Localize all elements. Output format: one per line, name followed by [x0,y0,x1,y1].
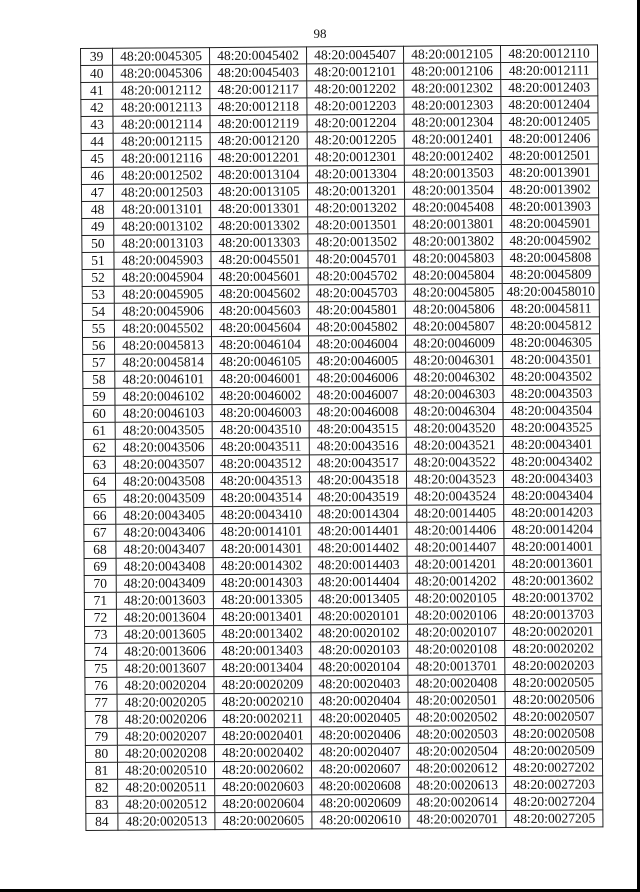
row-number: 56 [83,337,115,354]
cadastral-code-cell: 48:20:0013605 [117,626,214,644]
cadastral-code-cell: 48:20:0045809 [502,266,599,284]
row-number: 67 [84,524,116,541]
cadastral-code-cell: 48:20:0043520 [406,420,503,438]
row-number: 52 [82,269,114,286]
cadastral-code-cell: 48:20:0013202 [308,199,405,217]
cadastral-code-cell: 48:20:0013902 [501,181,598,199]
cadastral-code-cell: 48:20:0045805 [405,284,502,302]
cadastral-code-cell: 48:20:0020505 [505,674,602,692]
cadastral-code-cell: 48:20:0043515 [309,420,406,438]
cadastral-code-cell: 48:20:0045306 [113,65,210,83]
cadastral-code-cell: 48:20:0013501 [308,216,405,234]
cadastral-code-cell: 48:20:0014403 [310,556,407,574]
cadastral-code-cell: 48:20:0020510 [117,762,214,780]
cadastral-code-cell: 48:20:0012105 [403,46,500,64]
cadastral-code-cell: 48:20:0012110 [500,45,597,63]
cadastral-code-cell: 48:20:0045408 [405,199,502,217]
cadastral-code-cell: 48:20:0012203 [307,97,404,115]
cadastral-code-cell: 48:20:0045813 [115,337,212,355]
row-number: 46 [81,167,113,184]
cadastral-code-cell: 48:20:0043410 [213,506,310,524]
cadastral-code-cell: 48:20:0014402 [310,539,407,557]
row-number: 57 [83,354,115,371]
cadastral-code-cell: 48:20:0012114 [113,116,210,134]
cadastral-code-cell: 48:20:0020501 [408,692,505,710]
cadastral-code-cell: 48:20:0045801 [308,301,405,319]
cadastral-code-cell: 48:20:0013601 [504,555,601,573]
cadastral-code-cell: 48:20:0020208 [117,745,214,763]
cadastral-code-cell: 48:20:0046006 [309,369,406,387]
cadastral-code-cell: 48:20:0020401 [214,727,311,745]
cadastral-code-cell: 48:20:0043525 [503,419,600,437]
cadastral-code-cell: 48:20:0012116 [113,150,210,168]
row-number: 55 [82,320,114,337]
cadastral-code-cell: 48:20:0020406 [311,726,408,744]
cadastral-code-cell: 48:20:0020613 [409,777,506,795]
cadastral-code-cell: 48:20:0046305 [503,334,600,352]
cadastral-code-cell: 48:20:0046002 [212,387,309,405]
cadastral-code-cell: 48:20:0043408 [116,558,213,576]
cadastral-code-cell: 48:20:0020605 [215,812,312,830]
cadastral-code-cell: 48:20:0012113 [113,99,210,117]
cadastral-code-cell: 48:20:0043518 [309,471,406,489]
cadastral-code-cell: 48:20:0013103 [114,235,211,253]
row-number: 61 [83,422,115,439]
cadastral-code-cell: 48:20:0045812 [502,317,599,335]
cadastral-code-cell: 48:20:0020108 [408,641,505,659]
cadastral-code-cell: 48:20:0013504 [404,182,501,200]
cadastral-code-cell: 48:20:0014405 [407,505,504,523]
cadastral-code-cell: 48:20:0013303 [211,234,308,252]
cadastral-code-cell: 48:20:0013503 [404,165,501,183]
cadastral-code-cell: 48:20:0027202 [505,759,602,777]
cadastral-code-cell: 48:20:0013104 [210,166,307,184]
cadastral-code-cell: 48:20:0012204 [307,114,404,132]
cadastral-code-cell: 48:20:0013606 [117,643,214,661]
cadastral-code-cell: 48:20:0027203 [506,776,603,794]
cadastral-code-cell: 48:20:0020511 [118,779,215,797]
cadastral-code-cell: 48:20:0012501 [501,147,598,165]
row-number: 43 [81,116,113,133]
cadastral-code-cell: 48:20:0020607 [311,760,408,778]
cadastral-code-cell: 48:20:0046007 [309,386,406,404]
cadastral-code-cell: 48:20:0020104 [311,658,408,676]
cadastral-code-cell: 48:20:0020512 [118,796,215,814]
cadastral-code-cell: 48:20:0020603 [215,778,312,796]
cadastral-code-cell: 48:20:0012111 [501,62,598,80]
cadastral-code-cell: 48:20:0020211 [214,710,311,728]
row-number: 50 [82,235,114,252]
cadastral-code-cell: 48:20:0043402 [503,453,600,471]
cadastral-code-cell: 48:20:0012302 [404,80,501,98]
cadastral-code-cell: 48:20:0043506 [115,439,212,457]
cadastral-code-cell: 48:20:0020405 [311,709,408,727]
row-number: 81 [85,762,117,779]
cadastral-code-cell: 48:20:0014407 [407,539,504,557]
cadastral-code-cell: 48:20:0020204 [117,677,214,695]
cadastral-code-cell: 48:20:0045702 [308,267,405,285]
cadastral-code-cell: 48:20:0043516 [309,437,406,455]
cadastral-code-cell: 48:20:0020604 [215,795,312,813]
row-number: 48 [82,201,114,218]
cadastral-code-cell: 48:20:0045703 [308,284,405,302]
cadastral-code-cell: 48:20:0043519 [310,488,407,506]
cadastral-code-cell: 48:20:0043513 [212,472,309,490]
row-number: 62 [83,439,115,456]
cadastral-code-cell: 48:20:0020609 [312,794,409,812]
row-number: 53 [82,286,114,303]
cadastral-code-cell: 48:20:0046303 [406,386,503,404]
cadastral-code-cell: 48:20:0014304 [310,505,407,523]
cadastral-code-cell: 48:20:0020205 [117,694,214,712]
row-number: 74 [85,643,117,660]
row-number: 76 [85,677,117,694]
cadastral-code-cell: 48:20:0014204 [504,521,601,539]
cadastral-code-cell: 48:20:0012304 [404,114,501,132]
cadastral-code-cell: 48:20:0020610 [312,811,409,829]
cadastral-code-cell: 48:20:0020509 [505,742,602,760]
row-number: 66 [84,507,116,524]
cadastral-code-cell: 48:20:0043507 [115,456,212,474]
cadastral-code-cell: 48:20:0045602 [211,285,308,303]
cadastral-code-cell: 48:20:0043512 [212,455,309,473]
cadastral-code-cell: 48:20:0043508 [115,473,212,491]
row-number: 65 [84,490,116,507]
cadastral-code-cell: 48:20:0012202 [307,80,404,98]
cadastral-code-cell: 48:20:0046001 [212,370,309,388]
row-number: 64 [83,473,115,490]
cadastral-code-cell: 48:20:0013502 [308,233,405,251]
row-number: 72 [84,609,116,626]
cadastral-code-cell: 48:20:0013305 [213,591,310,609]
cadastral-code-cell: 48:20:0045811 [502,300,599,318]
cadastral-code-cell: 48:20:0046101 [115,371,212,389]
cadastral-code-cell: 48:20:0046004 [309,335,406,353]
cadastral-code-cell: 48:20:0020106 [407,607,504,625]
cadastral-code-cell: 48:20:0046005 [309,352,406,370]
row-number: 71 [84,592,116,609]
cadastral-code-cell: 48:20:0043504 [503,402,600,420]
cadastral-code-cell: 48:20:0043502 [503,368,600,386]
cadastral-code-cell: 48:20:0013401 [213,608,310,626]
cadastral-code-cell: 48:20:0013703 [504,606,601,624]
cadastral-code-cell: 48:20:0012403 [501,79,598,97]
cadastral-code-cell: 48:20:0020105 [407,590,504,608]
cadastral-code-cell: 48:20:0014101 [213,523,310,541]
row-number: 45 [81,150,113,167]
cadastral-code-cell: 48:20:0020614 [409,794,506,812]
cadastral-code-cell: 48:20:0046003 [212,404,309,422]
cadastral-code-cell: 48:20:0012106 [404,63,501,81]
cadastral-code-cell: 48:20:0045403 [210,64,307,82]
cadastral-code-cell: 48:20:0043401 [503,436,600,454]
cadastral-code-cell: 48:20:0020612 [408,760,505,778]
row-number: 49 [82,218,114,235]
cadastral-code-cell: 48:20:0020402 [214,744,311,762]
cadastral-code-cell: 48:20:0013302 [211,217,308,235]
row-number: 78 [85,711,117,728]
row-number: 63 [83,456,115,473]
cadastral-code-cell: 48:20:0045603 [211,302,308,320]
cadastral-code-cell: 48:20:0013101 [114,201,211,219]
cadastral-code-cell: 48:20:0020101 [310,607,407,625]
row-number: 82 [86,779,118,796]
row-number: 69 [84,558,116,575]
row-number: 60 [83,405,115,422]
cadastral-code-cell: 48:20:0013702 [504,589,601,607]
cadastral-code-cell: 48:20:0043501 [503,351,600,369]
cadastral-code-cell: 48:20:0020103 [311,641,408,659]
cadastral-code-cell: 48:20:0013604 [116,609,213,627]
cadastral-code-cell: 48:20:0020107 [408,624,505,642]
cadastral-code-cell: 48:20:0020502 [408,709,505,727]
cadastral-code-cell: 48:20:0045806 [405,301,502,319]
cadastral-code-cell: 48:20:0014406 [407,522,504,540]
cadastral-code-cell: 48:20:0012401 [404,131,501,149]
cadastral-code-cell: 48:20:0014001 [504,538,601,556]
cadastral-code-cell: 48:20:0012115 [113,133,210,151]
cadastral-code-cell: 48:20:0045402 [210,47,307,65]
cadastral-code-cell: 48:20:0013304 [307,165,404,183]
cadastral-code-cell: 48:20:0045803 [405,250,502,268]
cadastral-code-cell: 48:20:0043407 [116,541,213,559]
cadastral-code-cell: 48:20:0013802 [405,233,502,251]
cadastral-code-cell: 48:20:0043523 [406,471,503,489]
cadastral-code-cell: 48:20:0020506 [505,691,602,709]
cadastral-code-cell: 48:20:0012101 [307,63,404,81]
cadastral-code-cell: 48:20:0043517 [309,454,406,472]
cadastral-code-cell: 48:20:0045701 [308,250,405,268]
cadastral-code-cell: 48:20:0045502 [114,320,211,338]
cadastral-code-cell: 48:20:0013901 [501,164,598,182]
row-number: 73 [85,626,117,643]
cadastral-code-cell: 48:20:0020203 [505,657,602,675]
cadastral-code-cell: 48:20:0045807 [405,318,502,336]
cadastral-code-cell: 48:20:0013201 [307,182,404,200]
cadastral-code-cell: 48:20:0020201 [505,623,602,641]
cadastral-code-cell: 48:20:0043403 [503,470,600,488]
cadastral-code-cell: 48:20:0043503 [503,385,600,403]
cadastral-code-cell: 48:20:0045814 [115,354,212,372]
row-number: 59 [83,388,115,405]
row-number: 54 [82,303,114,320]
cadastral-code-cell: 48:20:0012201 [210,149,307,167]
cadastral-code-cell: 48:20:0020209 [214,676,311,694]
cadastral-code-cell: 48:20:0043522 [406,454,503,472]
cadastral-code-cell: 48:20:0043511 [212,438,309,456]
cadastral-code-cell: 48:20:0020404 [311,692,408,710]
row-number: 40 [81,65,113,82]
cadastral-code-cell: 48:20:0014201 [407,556,504,574]
cadastral-code-cell: 48:20:0046009 [406,335,503,353]
cadastral-code-cell: 48:20:0012118 [210,98,307,116]
cadastral-code-cell: 48:20:0046008 [309,403,406,421]
cadastral-code-cell: 48:20:0046105 [212,353,309,371]
row-number: 58 [83,371,115,388]
cadastral-code-cell: 48:20:0045905 [114,286,211,304]
cadastral-code-cell: 48:20:0020210 [214,693,311,711]
row-number: 80 [85,745,117,762]
cadastral-code-cell: 48:20:0045601 [211,268,308,286]
cadastral-code-cell: 48:20:00458010 [502,283,599,301]
cadastral-code-cell: 48:20:0045904 [114,269,211,287]
cadastral-code-cell: 48:20:0043514 [213,489,310,507]
cadastral-code-cell: 48:20:0045604 [211,319,308,337]
cadastral-code-cell: 48:20:0020102 [311,624,408,642]
cadastral-code-cell: 48:20:0012301 [307,148,404,166]
cadastral-code-cell: 48:20:0012404 [501,96,598,114]
cadastral-code-cell: 48:20:0013102 [114,218,211,236]
row-number: 42 [81,99,113,116]
cadastral-code-cell: 48:20:0014301 [213,540,310,558]
row-number: 84 [86,813,118,830]
cadastral-code-cell: 48:20:0043405 [116,507,213,525]
row-number: 83 [86,796,118,813]
cadastral-code-cell: 48:20:0020408 [408,675,505,693]
cadastral-code-cell: 48:20:0013903 [502,198,599,216]
row-number: 68 [84,541,116,558]
cadastral-code-cell: 48:20:0013403 [214,642,311,660]
cadastral-code-cell: 48:20:0014401 [310,522,407,540]
cadastral-code-cell: 48:20:0013402 [214,625,311,643]
cadastral-code-cell: 48:20:0020504 [408,743,505,761]
cadastral-code-cell: 48:20:0045903 [114,252,211,270]
cadastral-code-cell: 48:20:0012120 [210,132,307,150]
cadastral-code-cell: 48:20:0012117 [210,81,307,99]
cadastral-code-cell: 48:20:0043404 [504,487,601,505]
cadastral-code-cell: 48:20:0012205 [307,131,404,149]
cadastral-code-cell: 48:20:0012402 [404,148,501,166]
cadastral-code-cell: 48:20:0020407 [311,743,408,761]
cadastral-code-cell: 48:20:0012502 [113,167,210,185]
cadastral-codes-table [80,44,603,831]
cadastral-code-cell: 48:20:0012406 [501,130,598,148]
cadastral-code-cell: 48:20:0045501 [211,251,308,269]
cadastral-code-cell: 48:20:0043510 [212,421,309,439]
cadastral-code-cell: 48:20:0020403 [311,675,408,693]
cadastral-code-cell: 48:20:0045808 [502,249,599,267]
row-number: 79 [85,728,117,745]
cadastral-code-cell: 48:20:0012503 [113,184,210,202]
cadastral-code-cell: 48:20:0045305 [113,48,210,66]
cadastral-code-cell: 48:20:0013301 [211,200,308,218]
cadastral-code-cell: 48:20:0045802 [308,318,405,336]
cadastral-code-cell: 48:20:0013405 [310,590,407,608]
cadastral-code-cell: 48:20:0043521 [406,437,503,455]
cadastral-code-cell: 48:20:0020507 [505,708,602,726]
cadastral-code-cell: 48:20:0014303 [213,574,310,592]
cadastral-code-cell: 48:20:0012112 [113,82,210,100]
cadastral-code-cell: 48:20:0043509 [116,490,213,508]
cadastral-code-cell: 48:20:0014202 [407,573,504,591]
cadastral-code-cell: 48:20:0013602 [504,572,601,590]
cadastral-code-cell: 48:20:0043409 [116,575,213,593]
cadastral-code-cell: 48:20:0045407 [306,46,403,64]
row-number: 75 [85,660,117,677]
cadastral-code-cell: 48:20:0045901 [502,215,599,233]
cadastral-code-cell: 48:20:0013603 [116,592,213,610]
cadastral-code-cell: 48:20:0012405 [501,113,598,131]
cadastral-code-cell: 48:20:0020508 [505,725,602,743]
cadastral-code-cell: 48:20:0012119 [210,115,307,133]
cadastral-code-cell: 48:20:0043406 [116,524,213,542]
row-number: 70 [84,575,116,592]
cadastral-code-cell: 48:20:0046302 [406,369,503,387]
cadastral-code-cell: 48:20:0020513 [118,813,215,831]
cadastral-code-cell: 48:20:0020207 [117,728,214,746]
cadastral-code-cell: 48:20:0046103 [115,405,212,423]
page-number: 98 [313,26,327,41]
cadastral-code-cell: 48:20:0020602 [214,761,311,779]
table-row [86,810,603,831]
row-number: 51 [82,252,114,269]
cadastral-code-cell: 48:20:0013607 [117,660,214,678]
cadastral-code-cell: 48:20:0043505 [115,422,212,440]
cadastral-code-cell: 48:20:0020701 [409,811,506,829]
cadastral-code-cell: 48:20:0045906 [114,303,211,321]
cadastral-code-cell: 48:20:0013404 [214,659,311,677]
cadastral-code-cell: 48:20:0013105 [210,183,307,201]
cadastral-code-cell: 48:20:0046104 [212,336,309,354]
cadastral-code-cell: 48:20:0020608 [312,777,409,795]
cadastral-code-cell: 48:20:0027205 [506,810,603,828]
row-number: 39 [81,48,113,65]
row-number: 41 [81,82,113,99]
row-number: 44 [81,133,113,150]
cadastral-code-cell: 48:20:0046304 [406,403,503,421]
cadastral-code-cell: 48:20:0020206 [117,711,214,729]
cadastral-code-cell: 48:20:0045902 [502,232,599,250]
cadastral-code-cell: 48:20:0013701 [408,658,505,676]
cadastral-code-cell: 48:20:0014203 [504,504,601,522]
row-number: 77 [85,694,117,711]
cadastral-code-cell: 48:20:0027204 [506,793,603,811]
row-number: 47 [81,184,113,201]
cadastral-code-cell: 48:20:0014302 [213,557,310,575]
cadastral-code-cell: 48:20:0046102 [115,388,212,406]
cadastral-code-cell: 48:20:0046301 [406,352,503,370]
cadastral-code-cell: 48:20:0020202 [505,640,602,658]
table-body [81,45,603,831]
cadastral-code-cell: 48:20:0043524 [407,488,504,506]
cadastral-code-cell: 48:20:0014404 [310,573,407,591]
cadastral-code-cell: 48:20:0045804 [405,267,502,285]
cadastral-code-cell: 48:20:0012303 [404,97,501,115]
cadastral-code-cell: 48:20:0013801 [405,216,502,234]
cadastral-code-cell: 48:20:0020503 [408,726,505,744]
